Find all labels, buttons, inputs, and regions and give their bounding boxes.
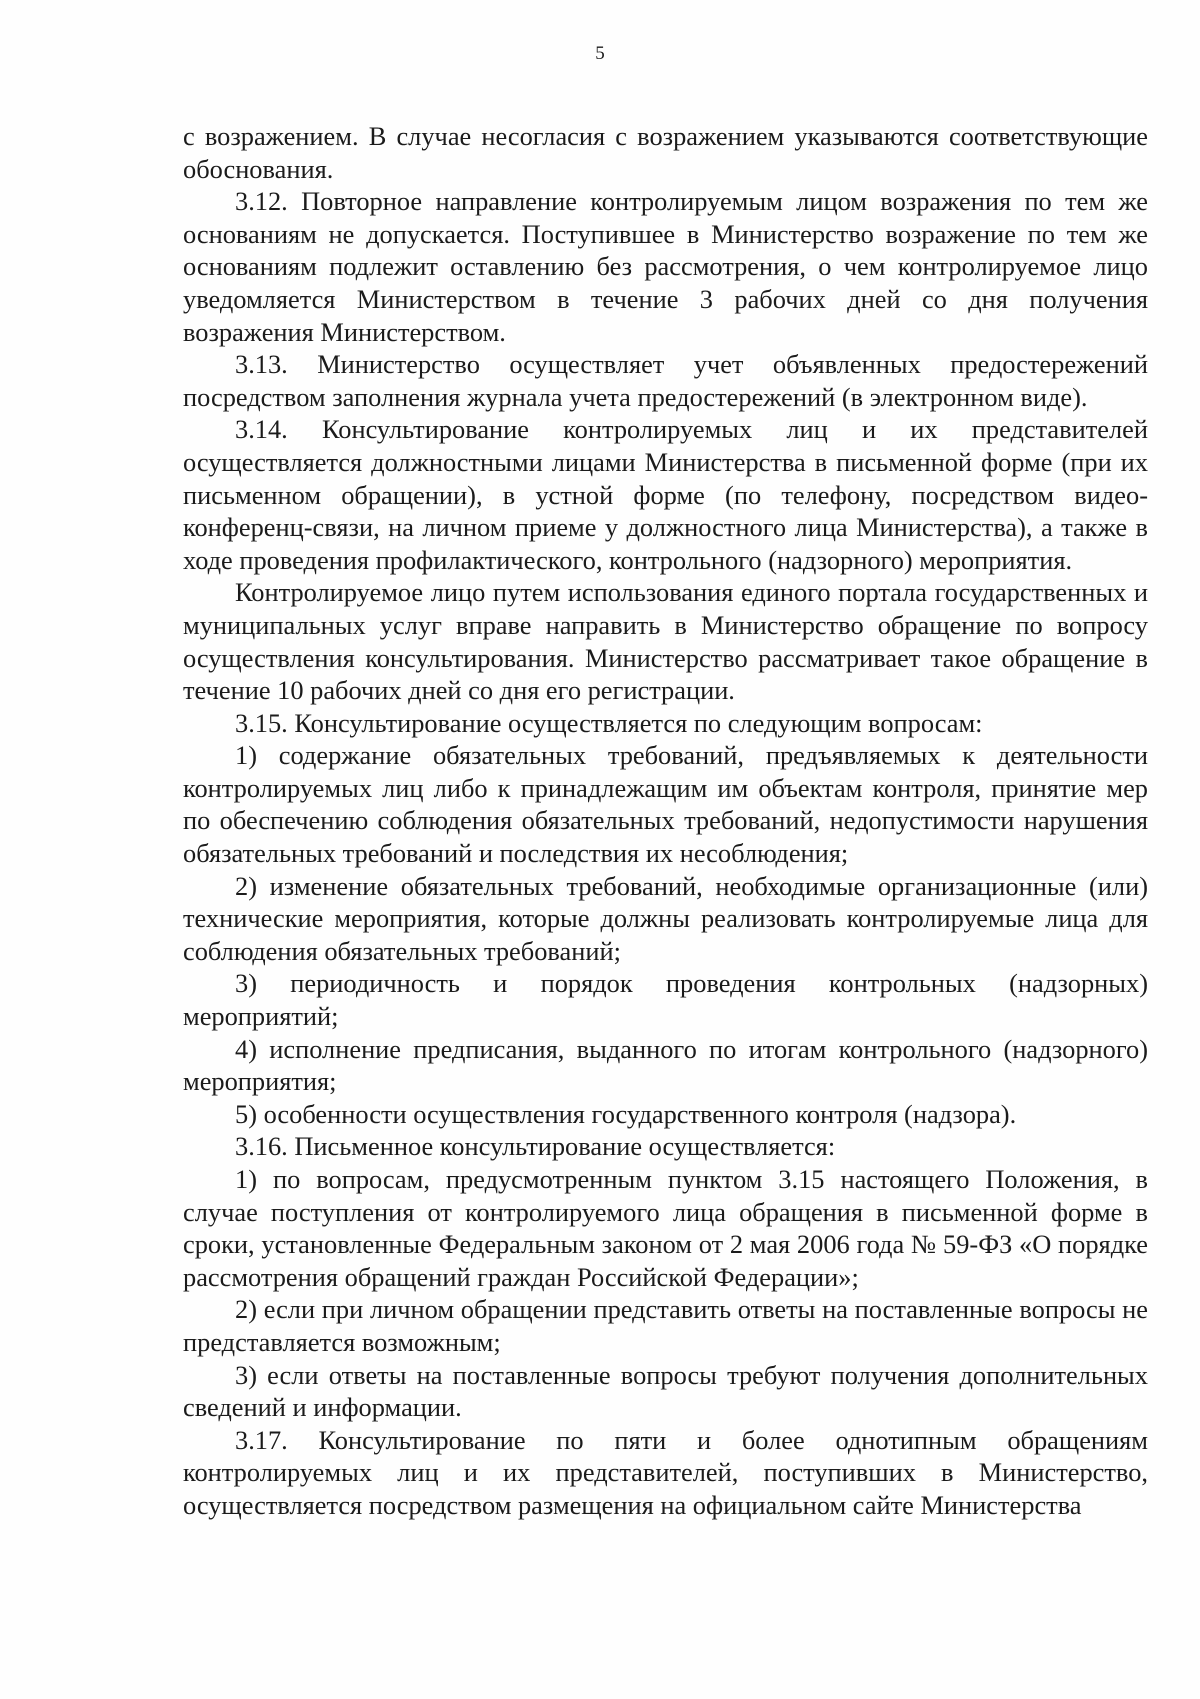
list-item-3-16-1: 1) по вопросам, предусмотренным пунктом 3.15 настоящего Положения, в случае поступления от контролируемого лица обращения в письменной форме в сроки, установленные Федеральным законом от 2 мая 2006 года № 59-ФЗ «О порядке рассмотрения обращений граждан Российской Федерации»; [183, 1164, 1148, 1292]
list-item-3-15-1: 1) содержание обязательных требований, предъявляемых к деятельности контролируемых лиц либо к принадлежащим им объектам контроля, принятие мер по обеспечению соблюдения обязательных требований, недопустимости нарушения обязательных требований и последствия их несоблюдения; [183, 740, 1148, 869]
list-item-3-16-2: 2) если при личном обращении представить ответы на поставленные вопросы не представляется возможным; [183, 1294, 1148, 1357]
list-item-3-15-2: 2) изменение обязательных требований, необходимые организационные (или) технические мероприятия, которые должны реализовать контролируемые лица для соблюдения обязательных требований; [183, 870, 1148, 966]
list-item-3-15-3: 3) периодичность и порядок проведения контрольных (надзорных) мероприятий; [183, 968, 1148, 1032]
paragraph-3-14: 3.14. Консультирование контролируемых лиц и их представителей осуществляется должностными лицами Министерства в письменной форме (при их письменном обращении), в устной форме (по телефону, посредством видео-конференц-связи, на личном приеме у должностного лица Министерства), а также в ходе проведения профилактического, контрольного (надзорного) мероприятия. [183, 414, 1148, 575]
paragraph-continuation: с возражением. В случае несогласия с возражением указываются соответствующие обоснования. [183, 121, 1148, 184]
document-body [183, 120, 1148, 1522]
list-item-3-16-3: 3) если ответы на поставленные вопросы требуют получения дополнительных сведений и информации. [183, 1359, 1148, 1423]
paragraph-3-12: 3.12. Повторное направление контролируемым лицом возражения по тем же основаниям не допускается. Поступившее в Министерство возражение по тем же основаниям подлежит оставлению без рассмотрения, о чем контролируемое лицо уведомляется Министерством в течение 3 рабочих дней со дня получения возражения Министерством. [183, 186, 1148, 347]
paragraph-3-15: 3.15. Консультирование осуществляется по следующим вопросам: [235, 707, 983, 738]
list-item-3-15-5: 5) особенности осуществления государственного контроля (надзора). [235, 1098, 1017, 1129]
paragraph-3-16: 3.16. Письменное консультирование осуществляется: [235, 1131, 836, 1162]
list-item-3-15-4: 4) исполнение предписания, выданного по итогам контрольного (надзорного) мероприятия; [183, 1033, 1148, 1097]
paragraph-3-13: 3.13. Министерство осуществляет учет объявленных предостережений посредством заполнения журнала учета предостережений (в электронном виде). [183, 349, 1148, 412]
page-number: 5 [595, 43, 605, 64]
paragraph-portal-request: Контролируемое лицо путем использования единого портала государственных и муниципальных услуг вправе направить в Министерство обращение по вопросу осуществления консультирования. Министерство рассматривает такое обращение в течение 10 рабочих дней со дня его регистрации. [183, 577, 1148, 706]
paragraph-3-17: 3.17. Консультирование по пяти и более однотипным обращениям контролируемых лиц и их представителей, поступивших в Министерство, осуществляется посредством размещения на официальном сайте Министерства [183, 1424, 1148, 1520]
